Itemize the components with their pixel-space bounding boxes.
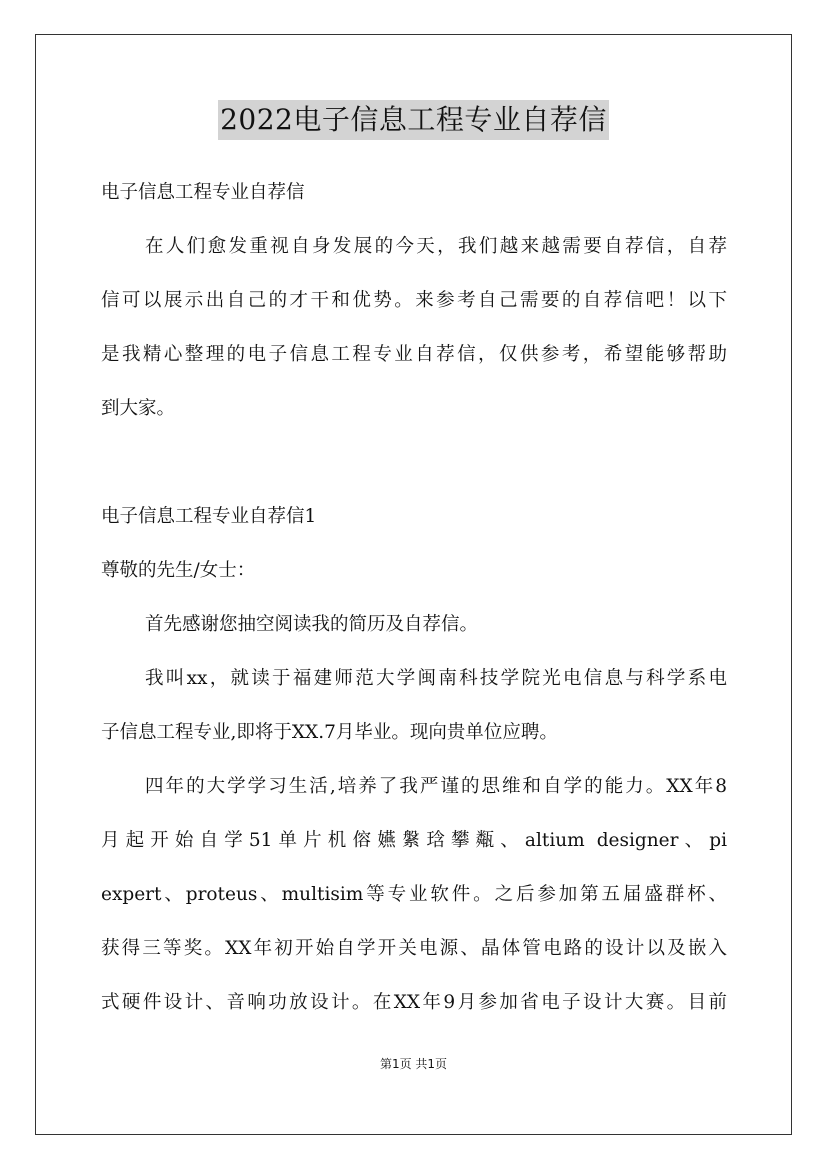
document-body bbox=[101, 166, 727, 1030]
self-intro-paragraph bbox=[101, 652, 727, 760]
paragraph-gap bbox=[101, 436, 727, 490]
intro-paragraph bbox=[101, 220, 727, 436]
title-area bbox=[0, 100, 827, 140]
paragraph-line: 获得三等奖。XX年初开始自学开关电源、晶体管电路的设计以及嵌入 bbox=[101, 938, 727, 959]
salutation: 尊敬的先生/女士： bbox=[101, 560, 256, 581]
study-paragraph bbox=[101, 760, 727, 1030]
paragraph-line: 子信息工程专业,即将于XX.7月毕业。现向贵单位应聘。 bbox=[101, 722, 558, 743]
intro-line: 到大家。 bbox=[101, 398, 176, 419]
intro-line: 在人们愈发重视自身发展的今天，我们越来越需要自荐信，自荐 bbox=[145, 236, 727, 257]
paragraph-line: expert、proteus、multisim等专业软件。之后参加第五届盛群杯、 bbox=[101, 884, 727, 905]
paragraph-line: 月起开始自学51单片机傛嬿縏琀攀甐、altium designer、pi bbox=[101, 830, 727, 851]
paragraph-line: 式硬件设计、音响功放设计。在XX年9月参加省电子设计大赛。目前 bbox=[101, 992, 727, 1013]
intro-line: 是我精心整理的电子信息工程专业自荐信，仅供参考，希望能够帮助 bbox=[101, 344, 727, 365]
paragraph-line: 四年的大学学习生活,培养了我严谨的思维和自学的能力。XX年8 bbox=[145, 776, 727, 797]
page-footer: 第1页 共1页 bbox=[379, 1057, 448, 1071]
paragraph-line: 我叫xx，就读于福建师范大学闽南科技学院光电信息与科学系电 bbox=[145, 668, 727, 689]
opening-paragraph: 首先感谢您抽空阅读我的简历及自荐信。 bbox=[145, 614, 479, 635]
document-title: 2022电子信息工程专业自荐信 bbox=[218, 100, 609, 140]
intro-line: 信可以展示出自己的才干和优势。来参考自己需要的自荐信吧！以下 bbox=[101, 290, 727, 311]
letter-heading: 电子信息工程专业自荐信1 bbox=[101, 506, 317, 527]
section-heading: 电子信息工程专业自荐信 bbox=[101, 182, 305, 203]
